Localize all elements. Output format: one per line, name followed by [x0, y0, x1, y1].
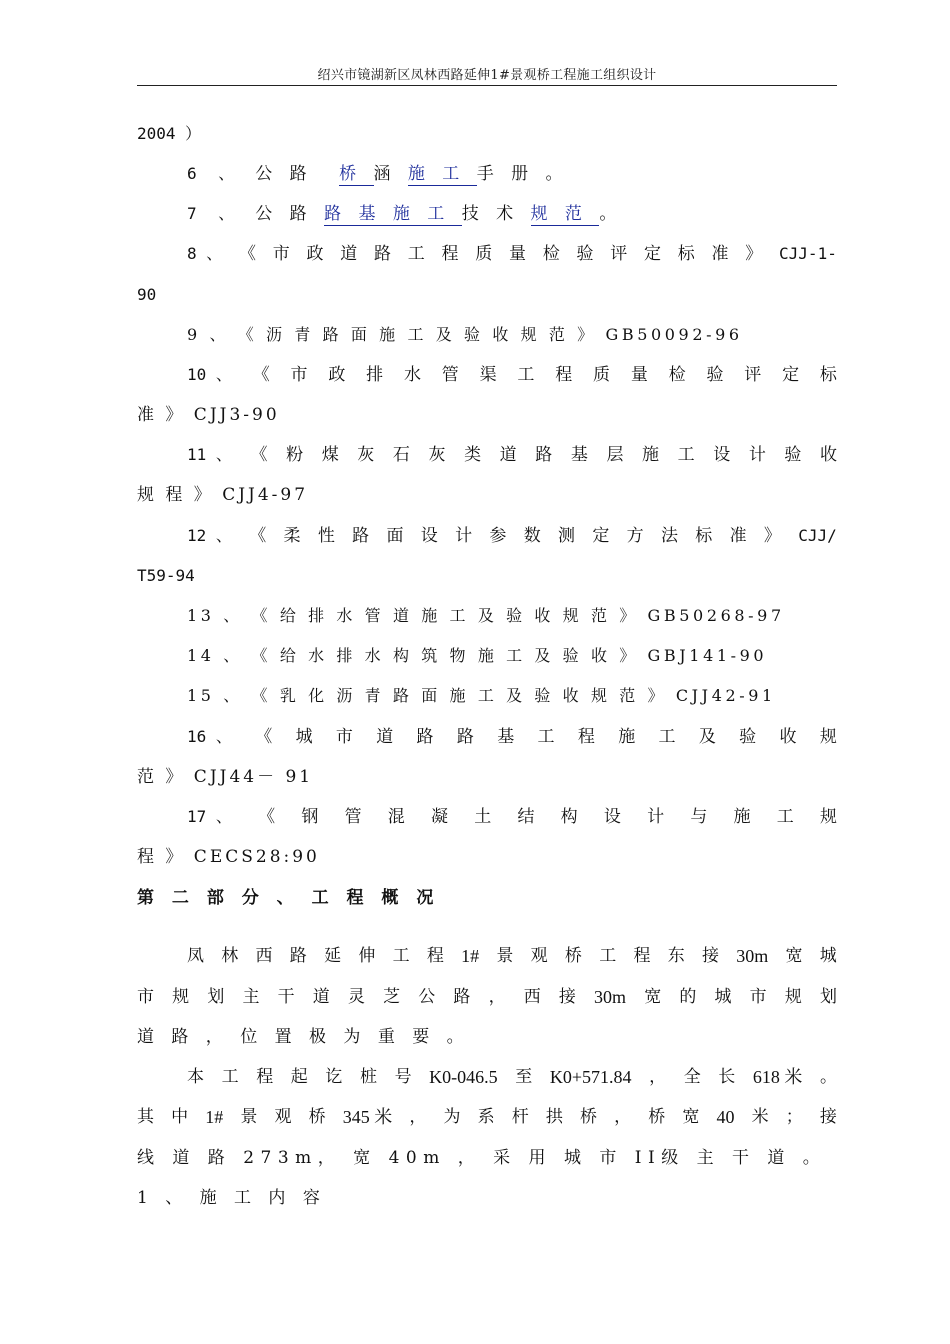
item-char: 《 — [258, 807, 276, 827]
para-char: 1# — [205, 1107, 224, 1127]
line-continuation: 90 — [137, 285, 157, 304]
item-char: 检 — [668, 365, 686, 385]
item-char: 质 — [475, 244, 493, 264]
item-number: 10 、 — [187, 365, 232, 384]
para-char: 中 — [171, 1107, 189, 1127]
list-item-12 — [187, 526, 837, 546]
item-char: 定 — [592, 526, 610, 546]
para-char: 城 — [819, 946, 837, 966]
item-char: 性 — [317, 526, 335, 546]
item-char: 验 — [576, 244, 594, 264]
item-char: 《 — [252, 365, 270, 385]
para-char: 东 — [667, 946, 685, 966]
item-number: 6 、 — [187, 164, 241, 183]
item-number: 8 、 — [187, 244, 223, 263]
para-char: 观 — [530, 946, 548, 966]
item-char: 煤 — [321, 445, 339, 465]
para-char: 接 — [819, 1107, 837, 1127]
item-char: 道 — [499, 445, 517, 465]
line-continuation: 准 》 CJJ3-90 — [137, 405, 280, 425]
item-char: 定 — [782, 365, 800, 385]
list-item-11 — [187, 445, 837, 465]
item-char: 工 — [537, 727, 555, 747]
item-char: 市 — [335, 727, 353, 747]
item-char: 收 — [820, 445, 837, 465]
para-char: 。 — [819, 1067, 837, 1087]
item-char: 基 — [497, 727, 515, 747]
para-char: 划 — [207, 987, 225, 1007]
para-char: 工 — [392, 946, 410, 966]
item-text: 技 术 — [461, 204, 531, 224]
para-char: 芝 — [383, 987, 401, 1007]
item-char: 施 — [642, 445, 660, 465]
para-char: 号 — [394, 1067, 412, 1087]
item-char: 《 — [255, 727, 273, 747]
para-char: 长 — [718, 1067, 736, 1087]
item-char: 土 — [474, 807, 492, 827]
item-char: 法 — [660, 526, 678, 546]
item-char: 规 — [819, 727, 837, 747]
item-char: 工 — [658, 727, 676, 747]
item-char: 参 — [489, 526, 507, 546]
para-char: 全 — [683, 1067, 701, 1087]
list-item-14: 14 、 《 给 水 排 水 构 筑 物 施 工 及 验 收 》 GBJ141-90 — [187, 646, 768, 665]
para-char: 宽 — [644, 987, 662, 1007]
para-char: 延 — [324, 946, 342, 966]
para-char: 起 — [290, 1067, 308, 1087]
item-char: 方 — [626, 526, 644, 546]
para-char: 道 — [312, 987, 330, 1007]
para-char: ， — [614, 1107, 632, 1127]
para-char: 为 — [443, 1107, 461, 1127]
list-item-15: 15 、 《 乳 化 沥 青 路 面 施 工 及 验 收 规 范 》 CJJ42-91 — [187, 686, 776, 705]
item-char: 收 — [779, 727, 797, 747]
item-char: 规 — [819, 807, 837, 827]
item-text: 手 册 。 — [476, 164, 569, 184]
para-char: 桩 — [359, 1067, 377, 1087]
item-char: 验 — [706, 365, 724, 385]
paragraph-line: 道 路 ， 位 置 极 为 重 要 。 — [137, 1027, 470, 1047]
item-char: 基 — [570, 445, 588, 465]
para-char: ， — [409, 1107, 427, 1127]
item-char: 层 — [606, 445, 624, 465]
para-char: 618 米 — [752, 1067, 803, 1087]
line-2004: 2004 ） — [137, 124, 202, 143]
para-char: 城 — [714, 987, 732, 1007]
section-heading: 第 二 部 分 、 工 程 概 况 — [137, 888, 440, 908]
item-text: 公 路 — [255, 164, 325, 184]
subsection-heading: 1 、 施 工 内 容 — [137, 1188, 326, 1208]
item-char: 管 — [441, 365, 459, 385]
link-text[interactable]: 施 工 — [407, 164, 477, 184]
item-char: 市 — [290, 365, 308, 385]
item-char: 工 — [517, 365, 535, 385]
list-item-7 — [187, 204, 637, 224]
para-char: 宽 — [682, 1107, 700, 1127]
item-char: 柔 — [283, 526, 301, 546]
para-char: 工 — [599, 946, 617, 966]
item-char: 面 — [386, 526, 404, 546]
item-char: 设 — [603, 807, 621, 827]
para-char: 规 — [784, 987, 802, 1007]
para-char: 米 — [751, 1107, 769, 1127]
para-char: 至 — [515, 1067, 533, 1087]
item-char: 设 — [713, 445, 731, 465]
item-char: 与 — [690, 807, 708, 827]
para-char: 程 — [256, 1067, 274, 1087]
line-continuation: 范 》 CJJ44－ 91 — [137, 767, 314, 787]
list-item-17 — [187, 807, 837, 827]
item-char: 计 — [748, 445, 766, 465]
item-char: 管 — [344, 807, 362, 827]
para-char: 规 — [172, 987, 190, 1007]
para-char: ； — [785, 1107, 803, 1127]
para-char: 西 — [523, 987, 541, 1007]
item-number: 7 、 — [187, 204, 241, 223]
item-number: 11 、 — [187, 445, 232, 464]
para-char: 景 — [240, 1107, 258, 1127]
paragraph-line — [137, 1107, 837, 1127]
item-char: 验 — [739, 727, 757, 747]
list-item-13: 13 、 《 给 排 水 管 道 施 工 及 验 收 规 范 》 GB50268-97 — [187, 606, 785, 625]
list-item-16 — [187, 727, 837, 747]
item-char: 类 — [464, 445, 482, 465]
list-item-10 — [187, 365, 837, 385]
item-char: 渠 — [479, 365, 497, 385]
para-char: 拱 — [545, 1107, 563, 1127]
item-char: 程 — [577, 727, 595, 747]
item-char: 凝 — [431, 807, 448, 827]
item-char: 排 — [366, 365, 384, 385]
line-continuation: 规 程 》 CJJ4-97 — [137, 485, 309, 505]
paragraph-line — [187, 1067, 837, 1087]
item-char: 评 — [744, 365, 762, 385]
para-char: 讫 — [325, 1067, 343, 1087]
item-number: 12 、 — [187, 526, 232, 545]
item-char: 施 — [733, 807, 751, 827]
item-char: 路 — [456, 727, 474, 747]
para-char: 市 — [137, 987, 154, 1007]
item-char: 及 — [698, 727, 716, 747]
item-char: 政 — [306, 244, 324, 264]
item-char: 灰 — [357, 445, 375, 465]
para-char: 林 — [221, 946, 239, 966]
item-char: 粉 — [286, 445, 304, 465]
item-char: 计 — [647, 807, 665, 827]
paragraph-line — [137, 987, 837, 1007]
para-char: 接 — [558, 987, 576, 1007]
item-char: 标 — [819, 365, 837, 385]
para-char: 伸 — [358, 946, 376, 966]
para-char: 其 — [137, 1107, 154, 1127]
link-text[interactable]: 路 基 施 工 — [324, 204, 462, 224]
item-char: 检 — [542, 244, 560, 264]
item-char: 路 — [352, 526, 370, 546]
item-char: 定 — [644, 244, 662, 264]
item-char: 混 — [387, 807, 405, 827]
item-char: 水 — [403, 365, 421, 385]
item-number: 17 、 — [187, 807, 232, 826]
item-char: 政 — [328, 365, 346, 385]
item-text: 涵 — [373, 164, 408, 184]
item-char: 测 — [558, 526, 576, 546]
item-char: 数 — [523, 526, 541, 546]
item-char: 路 — [374, 244, 392, 264]
item-char: 道 — [376, 727, 394, 747]
para-char: 干 — [277, 987, 295, 1007]
item-char: 程 — [555, 365, 573, 385]
para-char: 凤 — [187, 946, 204, 966]
para-char: 景 — [496, 946, 514, 966]
item-char: 量 — [630, 365, 648, 385]
list-item-6 — [187, 164, 584, 184]
para-char: 观 — [274, 1107, 292, 1127]
para-char: 30m — [736, 946, 769, 966]
para-char: 工 — [221, 1067, 239, 1087]
item-char: 程 — [441, 244, 459, 264]
para-char: K0+571.84 — [549, 1067, 632, 1087]
para-char: 的 — [679, 987, 697, 1007]
item-char: 《 — [239, 244, 257, 264]
para-char: 345 米 — [342, 1107, 393, 1127]
item-char: 钢 — [301, 807, 319, 827]
line-continuation: T59-94 — [137, 566, 195, 585]
item-char: 城 — [295, 727, 313, 747]
para-char: 桥 — [648, 1107, 666, 1127]
item-char: 计 — [455, 526, 473, 546]
item-char: 》 — [745, 244, 763, 264]
para-char: 路 — [453, 987, 471, 1007]
item-char: 量 — [509, 244, 527, 264]
list-item-8 — [187, 244, 837, 264]
item-number: 16 、 — [187, 727, 232, 746]
item-char: 构 — [560, 807, 578, 827]
item-char: 准 — [729, 526, 747, 546]
item-char: 灰 — [428, 445, 446, 465]
link-text[interactable]: 桥 — [339, 164, 374, 184]
para-char: 桥 — [580, 1107, 597, 1127]
item-char: 验 — [784, 445, 802, 465]
para-char: 本 — [187, 1067, 204, 1087]
item-char: 工 — [776, 807, 794, 827]
item-char: 标 — [695, 526, 713, 546]
item-char: 工 — [407, 244, 425, 264]
line-continuation: 程 》 CECS28:90 — [137, 847, 320, 867]
para-char: ， — [488, 987, 506, 1007]
item-char: 石 — [392, 445, 410, 465]
para-char: 宽 — [785, 946, 803, 966]
item-char: 市 — [272, 244, 290, 264]
para-char: 桥 — [308, 1107, 326, 1127]
para-char: 40 — [716, 1107, 735, 1127]
header-divider — [137, 85, 837, 86]
item-char: 准 — [711, 244, 729, 264]
para-char: K0-046.5 — [429, 1067, 498, 1087]
item-char: 评 — [610, 244, 628, 264]
para-char: 桥 — [564, 946, 582, 966]
item-char: 《 — [250, 445, 268, 465]
item-text: 公 路 — [255, 204, 325, 224]
para-char: 灵 — [347, 987, 365, 1007]
para-char: 系 — [477, 1107, 495, 1127]
para-char: ， — [649, 1067, 667, 1087]
para-char: 杆 — [511, 1107, 529, 1127]
list-item-9: 9 、 《 沥 青 路 面 施 工 及 验 收 规 范 》 GB50092-96 — [187, 325, 743, 344]
para-char: 程 — [426, 946, 444, 966]
header-title: 绍兴市镜湖新区凤林西路延伸1#景观桥工程施工组织设计 — [317, 68, 657, 83]
para-char: 接 — [701, 946, 719, 966]
para-char: 市 — [749, 987, 767, 1007]
para-char: 1# — [461, 946, 480, 966]
item-char: 质 — [593, 365, 611, 385]
para-char: 30m — [594, 987, 627, 1007]
paragraph-line: 线 道 路 273m， 宽 40m ， 采 用 城 市 II级 主 干 道 。 — [137, 1148, 827, 1168]
item-char: 结 — [517, 807, 535, 827]
item-char: 《 — [249, 526, 267, 546]
link-text[interactable]: 规 范 — [530, 204, 600, 224]
para-char: 划 — [819, 987, 837, 1007]
para-char: 西 — [255, 946, 273, 966]
para-char: 公 — [418, 987, 436, 1007]
paragraph-line — [187, 946, 837, 966]
item-char: 设 — [420, 526, 438, 546]
item-char: 路 — [416, 727, 434, 747]
item-char: 标 — [677, 244, 695, 264]
item-code: CJJ/ — [798, 526, 837, 545]
item-char: 》 — [763, 526, 781, 546]
item-char: 工 — [677, 445, 695, 465]
item-char: 施 — [618, 727, 636, 747]
para-char: 路 — [289, 946, 307, 966]
item-char: 路 — [535, 445, 553, 465]
para-char: 程 — [633, 946, 651, 966]
item-char: 道 — [340, 244, 358, 264]
para-char: 主 — [242, 987, 260, 1007]
item-code: CJJ-1- — [779, 244, 837, 263]
item-text: 。 — [599, 204, 623, 224]
